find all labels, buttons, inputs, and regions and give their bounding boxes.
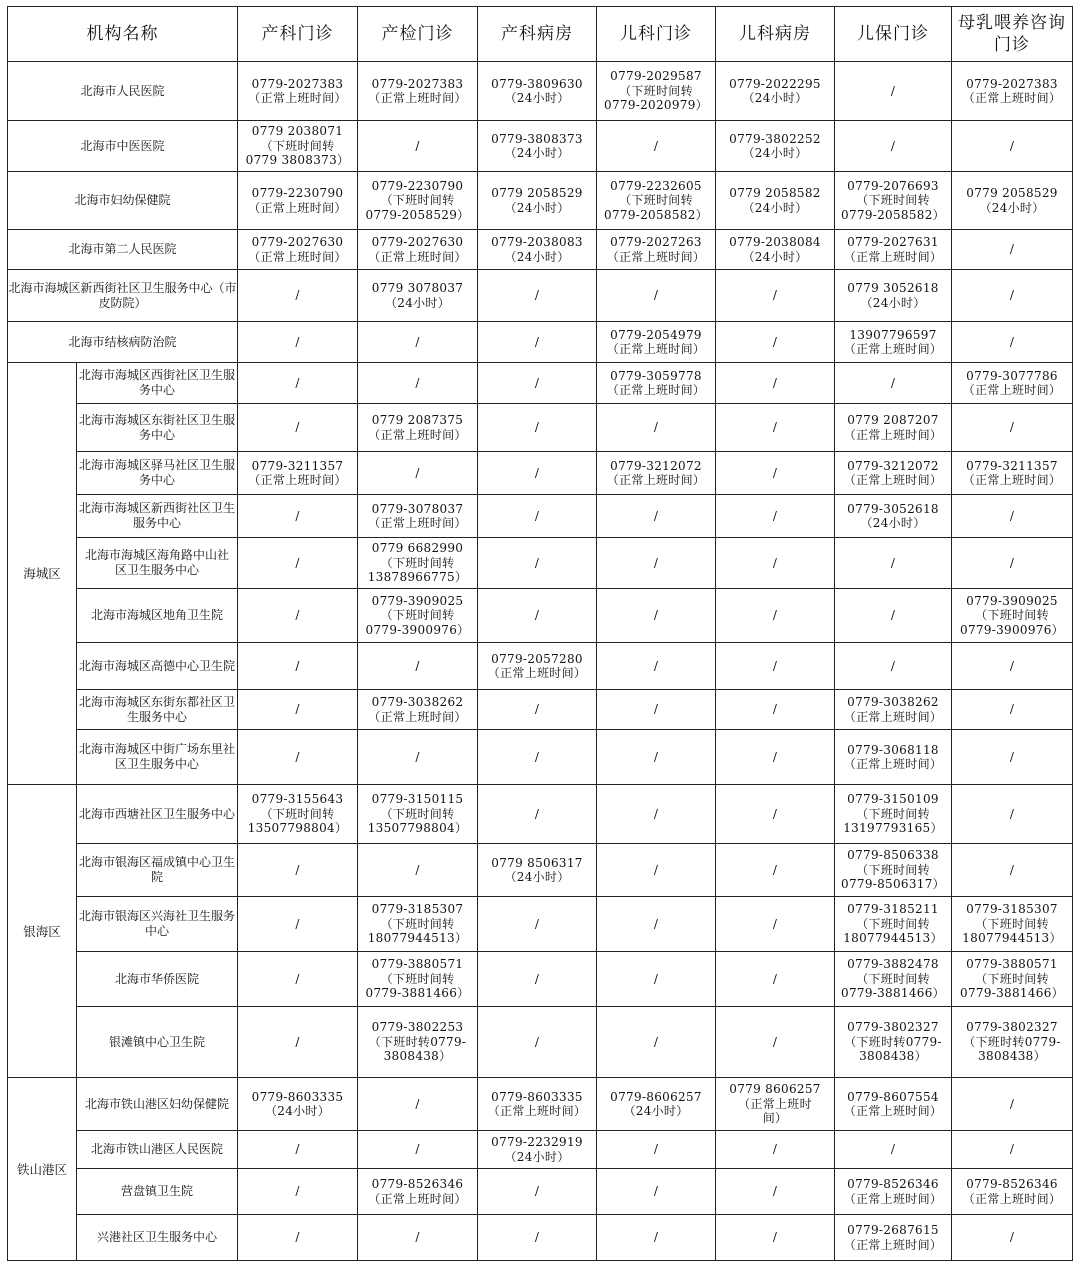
- contact-cell: /: [478, 538, 597, 589]
- contact-cell: /: [238, 589, 358, 643]
- contact-cell: 0779-3909025 （下班时间转 0779-3900976）: [358, 589, 478, 643]
- contact-cell: 0779-3802327 （下班时转0779- 3808438）: [835, 1007, 952, 1078]
- contact-cell: 0779-3185307 （下班时间转 18077944513）: [358, 897, 478, 952]
- district-name: 铁山港区: [8, 1078, 77, 1261]
- contact-cell: /: [478, 1215, 597, 1261]
- contact-cell: 0779-2038084 （24小时）: [716, 230, 835, 270]
- contact-cell: /: [597, 1169, 716, 1215]
- table-row: [8, 538, 1073, 589]
- district-name: 海城区: [8, 363, 77, 785]
- contact-cell: 0779 3078037 （24小时）: [358, 270, 478, 322]
- contact-cell: 0779-8606257 （24小时）: [597, 1078, 716, 1131]
- header-obstetrics-clinic: 产科门诊: [238, 7, 358, 62]
- institution-name: 北海市海城区中街广场东里社区卫生服务中心: [77, 730, 238, 785]
- contact-cell: /: [835, 538, 952, 589]
- table-row: [8, 1078, 1073, 1131]
- institution-name: 银滩镇中心卫生院: [77, 1007, 238, 1078]
- table-row: [8, 730, 1073, 785]
- contact-cell: /: [238, 643, 358, 690]
- contact-cell: 0779-2027631 （正常上班时间）: [835, 230, 952, 270]
- contact-cell: /: [238, 270, 358, 322]
- contact-cell: /: [835, 1131, 952, 1169]
- contact-cell: /: [238, 1007, 358, 1078]
- table-row: [8, 452, 1073, 495]
- table-row: [8, 62, 1073, 121]
- contact-cell: 0779-3809630 （24小时）: [478, 62, 597, 121]
- contact-cell: 0779-3185211 （下班时间转 18077944513）: [835, 897, 952, 952]
- contact-cell: /: [238, 952, 358, 1007]
- table-row: [8, 121, 1073, 172]
- contact-cell: /: [835, 363, 952, 404]
- contact-cell: /: [952, 730, 1073, 785]
- contact-cell: /: [238, 495, 358, 538]
- institution-name: 北海市海城区新西街社区卫生服务中心: [77, 495, 238, 538]
- contact-cell: /: [478, 363, 597, 404]
- contact-cell: /: [716, 952, 835, 1007]
- header-child-health-clinic: 儿保门诊: [835, 7, 952, 62]
- contact-cell: 0779-2054979 （正常上班时间）: [597, 322, 716, 363]
- contact-cell: 0779-3880571 （下班时间转 0779-3881466）: [952, 952, 1073, 1007]
- contact-cell: 0779-3150115 （下班时间转 13507798804）: [358, 785, 478, 844]
- table-row: [8, 643, 1073, 690]
- table-row: [8, 1169, 1073, 1215]
- header-breastfeeding-clinic: 母乳喂养咨询 门诊: [952, 7, 1073, 62]
- contact-cell: /: [478, 897, 597, 952]
- contact-cell: /: [835, 62, 952, 121]
- contact-cell: 0779 2038071 （下班时间转 0779 3808373）: [238, 121, 358, 172]
- contact-cell: 0779-2027383 （正常上班时间）: [358, 62, 478, 121]
- table-row: [8, 785, 1073, 844]
- contact-cell: 0779 2087207 （正常上班时间）: [835, 404, 952, 452]
- contact-cell: 0779-3802253 （下班时转0779- 3808438）: [358, 1007, 478, 1078]
- contact-cell: 0779-3802252 （24小时）: [716, 121, 835, 172]
- contact-cell: 0779-2027630 （正常上班时间）: [238, 230, 358, 270]
- table-row: [8, 952, 1073, 1007]
- table-row: [8, 270, 1073, 322]
- contact-cell: /: [952, 1215, 1073, 1261]
- contact-cell: 0779 8606257 （正常上班时 间）: [716, 1078, 835, 1131]
- contact-cell: /: [952, 1078, 1073, 1131]
- contact-cell: /: [716, 844, 835, 897]
- contact-cell: 0779-3052618 （24小时）: [835, 495, 952, 538]
- contact-cell: /: [952, 495, 1073, 538]
- contact-cell: /: [952, 785, 1073, 844]
- contact-cell: /: [716, 452, 835, 495]
- contact-cell: /: [952, 404, 1073, 452]
- contact-cell: /: [716, 730, 835, 785]
- contact-cell: /: [358, 121, 478, 172]
- contact-cell: 0779-3078037 （正常上班时间）: [358, 495, 478, 538]
- contact-cell: 0779-3802327 （下班时转0779- 3808438）: [952, 1007, 1073, 1078]
- contact-cell: 0779-3880571 （下班时间转 0779-3881466）: [358, 952, 478, 1007]
- table-row: [8, 897, 1073, 952]
- header-prenatal-clinic: 产检门诊: [358, 7, 478, 62]
- contact-cell: 0779-2027383 （正常上班时间）: [238, 62, 358, 121]
- contact-cell: 0779-2038083 （24小时）: [478, 230, 597, 270]
- table-row: [8, 1007, 1073, 1078]
- institution-name: 北海市中医医院: [8, 121, 238, 172]
- table-row: [8, 495, 1073, 538]
- contact-cell: /: [358, 363, 478, 404]
- contact-cell: /: [478, 589, 597, 643]
- institution-name: 北海市第二人民医院: [8, 230, 238, 270]
- contact-cell: /: [597, 897, 716, 952]
- contact-cell: /: [597, 589, 716, 643]
- contact-cell: /: [238, 322, 358, 363]
- contact-cell: /: [716, 1007, 835, 1078]
- table-row: [8, 844, 1073, 897]
- contact-cell: /: [478, 495, 597, 538]
- contact-cell: 0779-8526346 （正常上班时间）: [835, 1169, 952, 1215]
- contact-cell: /: [952, 690, 1073, 730]
- contact-cell: /: [358, 1078, 478, 1131]
- contact-cell: 0779-8603335 （24小时）: [238, 1078, 358, 1131]
- contact-cell: 0779-3211357 （正常上班时间）: [238, 452, 358, 495]
- contact-cell: 0779-2230790 （正常上班时间）: [238, 172, 358, 230]
- contact-cell: /: [238, 404, 358, 452]
- table-row: [8, 1131, 1073, 1169]
- institution-name: 北海市银海区兴海社卫生服务中心: [77, 897, 238, 952]
- contact-cell: /: [478, 322, 597, 363]
- contact-cell: /: [716, 1215, 835, 1261]
- contact-cell: /: [952, 1131, 1073, 1169]
- contact-cell: /: [358, 322, 478, 363]
- contact-cell: /: [597, 538, 716, 589]
- contact-cell: 0779-3185307 （下班时间转 18077944513）: [952, 897, 1073, 952]
- contact-cell: /: [716, 589, 835, 643]
- table-row: [8, 172, 1073, 230]
- contact-cell: /: [597, 952, 716, 1007]
- contact-cell: 0779 2058529 （24小时）: [952, 172, 1073, 230]
- contact-cell: 0779 2087375 （正常上班时间）: [358, 404, 478, 452]
- contact-cell: /: [478, 452, 597, 495]
- contact-cell: 0779-3059778 （正常上班时间）: [597, 363, 716, 404]
- contact-cell: 0779-2232605 （下班时间转 0779-2058582）: [597, 172, 716, 230]
- contact-cell: /: [716, 538, 835, 589]
- institution-name: 北海市海城区东街社区卫生服务中心: [77, 404, 238, 452]
- contact-cell: 0779-3808373 （24小时）: [478, 121, 597, 172]
- contact-cell: 0779 2058529 （24小时）: [478, 172, 597, 230]
- contact-cell: /: [952, 121, 1073, 172]
- table-row: [8, 363, 1073, 404]
- contact-cell: /: [716, 643, 835, 690]
- contact-cell: /: [835, 121, 952, 172]
- contact-cell: 0779-8526346 （正常上班时间）: [952, 1169, 1073, 1215]
- district-name: 银海区: [8, 785, 77, 1078]
- contact-cell: /: [952, 230, 1073, 270]
- contact-cell: 0779-2687615 （正常上班时间）: [835, 1215, 952, 1261]
- contact-cell: /: [478, 270, 597, 322]
- contact-cell: /: [478, 952, 597, 1007]
- contact-cell: /: [716, 1131, 835, 1169]
- contact-cell: 0779 3052618 （24小时）: [835, 270, 952, 322]
- institution-name: 北海市海城区驿马社区卫生服务中心: [77, 452, 238, 495]
- contact-cell: /: [597, 844, 716, 897]
- contact-cell: /: [952, 538, 1073, 589]
- contact-cell: /: [597, 121, 716, 172]
- contact-cell: /: [358, 844, 478, 897]
- header-obstetrics-ward: 产科病房: [478, 7, 597, 62]
- contact-cell: /: [716, 404, 835, 452]
- contact-cell: 0779-2057280 （正常上班时间）: [478, 643, 597, 690]
- contact-cell: /: [478, 1007, 597, 1078]
- contact-cell: 0779-8526346 （正常上班时间）: [358, 1169, 478, 1215]
- header-pediatrics-clinic: 儿科门诊: [597, 7, 716, 62]
- contact-cell: /: [716, 363, 835, 404]
- contact-cell: /: [597, 1007, 716, 1078]
- contact-cell: 0779-2022295 （24小时）: [716, 62, 835, 121]
- contact-cell: /: [952, 322, 1073, 363]
- contact-cell: /: [597, 690, 716, 730]
- contact-cell: 0779 6682990 （下班时间转 13878966775）: [358, 538, 478, 589]
- table-row: [8, 589, 1073, 643]
- contact-cell: /: [952, 270, 1073, 322]
- contact-cell: 0779-2027630 （正常上班时间）: [358, 230, 478, 270]
- contact-cell: /: [478, 730, 597, 785]
- contact-cell: /: [597, 730, 716, 785]
- contact-cell: /: [478, 785, 597, 844]
- table-row: [8, 1215, 1073, 1261]
- contact-cell: 0779-3909025 （下班时间转 0779-3900976）: [952, 589, 1073, 643]
- contact-cell: /: [716, 785, 835, 844]
- contact-cell: /: [238, 730, 358, 785]
- contact-cell: /: [238, 1131, 358, 1169]
- contact-cell: /: [952, 844, 1073, 897]
- contact-cell: 0779-2027263 （正常上班时间）: [597, 230, 716, 270]
- contact-cell: /: [358, 452, 478, 495]
- contact-cell: 0779-3211357 （正常上班时间）: [952, 452, 1073, 495]
- contact-cell: /: [597, 643, 716, 690]
- contact-cell: /: [597, 1131, 716, 1169]
- contact-cell: 0779-3068118 （正常上班时间）: [835, 730, 952, 785]
- contact-cell: /: [238, 363, 358, 404]
- contact-cell: /: [716, 690, 835, 730]
- contact-cell: /: [478, 1169, 597, 1215]
- institution-name: 北海市海城区东街东都社区卫生服务中心: [77, 690, 238, 730]
- contact-cell: 0779-8607554 （正常上班时间）: [835, 1078, 952, 1131]
- contact-cell: 0779-3212072 （正常上班时间）: [835, 452, 952, 495]
- table-row: [8, 322, 1073, 363]
- header-row: [8, 7, 1073, 62]
- contact-cell: 0779-3038262 （正常上班时间）: [358, 690, 478, 730]
- schedule-table-frame: [7, 6, 1072, 1260]
- institution-name: 北海市海城区高德中心卫生院: [77, 643, 238, 690]
- contact-cell: 0779-3150109 （下班时间转 13197793165）: [835, 785, 952, 844]
- contact-cell: /: [358, 1215, 478, 1261]
- contact-cell: /: [597, 495, 716, 538]
- contact-cell: /: [597, 270, 716, 322]
- contact-cell: 0779-2230790 （下班时间转 0779-2058529）: [358, 172, 478, 230]
- contact-cell: 0779-3155643 （下班时间转 13507798804）: [238, 785, 358, 844]
- institution-name: 北海市西塘社区卫生服务中心: [77, 785, 238, 844]
- contact-cell: 0779-8506338 （下班时间转 0779-8506317）: [835, 844, 952, 897]
- contact-cell: /: [358, 643, 478, 690]
- contact-cell: /: [238, 690, 358, 730]
- table-row: [8, 230, 1073, 270]
- contact-cell: /: [716, 1169, 835, 1215]
- contact-cell: /: [597, 404, 716, 452]
- contact-cell: /: [716, 322, 835, 363]
- institution-name: 营盘镇卫生院: [77, 1169, 238, 1215]
- contact-cell: /: [238, 1215, 358, 1261]
- contact-cell: /: [238, 538, 358, 589]
- contact-cell: /: [238, 844, 358, 897]
- institution-name: 北海市人民医院: [8, 62, 238, 121]
- contact-cell: /: [716, 270, 835, 322]
- contact-cell: 0779-2232919 （24小时）: [478, 1131, 597, 1169]
- contact-cell: 0779 8506317 （24小时）: [478, 844, 597, 897]
- institution-name: 北海市海城区新西街社区卫生服务中心（市皮防院）: [8, 270, 238, 322]
- contact-cell: 0779-2076693 （下班时间转 0779-2058582）: [835, 172, 952, 230]
- contact-cell: 0779-8603335 （正常上班时间）: [478, 1078, 597, 1131]
- contact-cell: 0779-3038262 （正常上班时间）: [835, 690, 952, 730]
- contact-cell: 0779-3077786 （正常上班时间）: [952, 363, 1073, 404]
- institution-name: 兴港社区卫生服务中心: [77, 1215, 238, 1261]
- contact-cell: /: [716, 897, 835, 952]
- contact-schedule-table: [7, 6, 1073, 1261]
- institution-name: 北海市华侨医院: [77, 952, 238, 1007]
- contact-cell: /: [952, 643, 1073, 690]
- institution-name: 北海市银海区福成镇中心卫生院: [77, 844, 238, 897]
- contact-cell: 0779-3212072 （正常上班时间）: [597, 452, 716, 495]
- header-pediatrics-ward: 儿科病房: [716, 7, 835, 62]
- contact-cell: /: [835, 643, 952, 690]
- contact-cell: 13907796597 （正常上班时间）: [835, 322, 952, 363]
- institution-name: 北海市海城区西街社区卫生服务中心: [77, 363, 238, 404]
- table-row: [8, 404, 1073, 452]
- institution-name: 北海市妇幼保健院: [8, 172, 238, 230]
- contact-cell: /: [358, 730, 478, 785]
- contact-cell: /: [358, 1131, 478, 1169]
- contact-cell: /: [478, 690, 597, 730]
- institution-name: 北海市铁山港区人民医院: [77, 1131, 238, 1169]
- institution-name: 北海市海城区海角路中山社 区卫生服务中心: [77, 538, 238, 589]
- contact-cell: 0779-2027383 （正常上班时间）: [952, 62, 1073, 121]
- contact-cell: /: [238, 1169, 358, 1215]
- contact-cell: 0779 2058582 （24小时）: [716, 172, 835, 230]
- institution-name: 北海市海城区地角卫生院: [77, 589, 238, 643]
- contact-cell: /: [835, 589, 952, 643]
- contact-cell: /: [238, 897, 358, 952]
- institution-name: 北海市结核病防治院: [8, 322, 238, 363]
- contact-cell: /: [597, 785, 716, 844]
- contact-cell: 0779-3882478 （下班时间转 0779-3881466）: [835, 952, 952, 1007]
- contact-cell: /: [716, 495, 835, 538]
- contact-cell: /: [597, 1215, 716, 1261]
- institution-name: 北海市铁山港区妇幼保健院: [77, 1078, 238, 1131]
- contact-cell: 0779-2029587 （下班时间转 0779-2020979）: [597, 62, 716, 121]
- header-institution-name: 机构名称: [8, 7, 238, 62]
- contact-cell: /: [478, 404, 597, 452]
- table-row: [8, 690, 1073, 730]
